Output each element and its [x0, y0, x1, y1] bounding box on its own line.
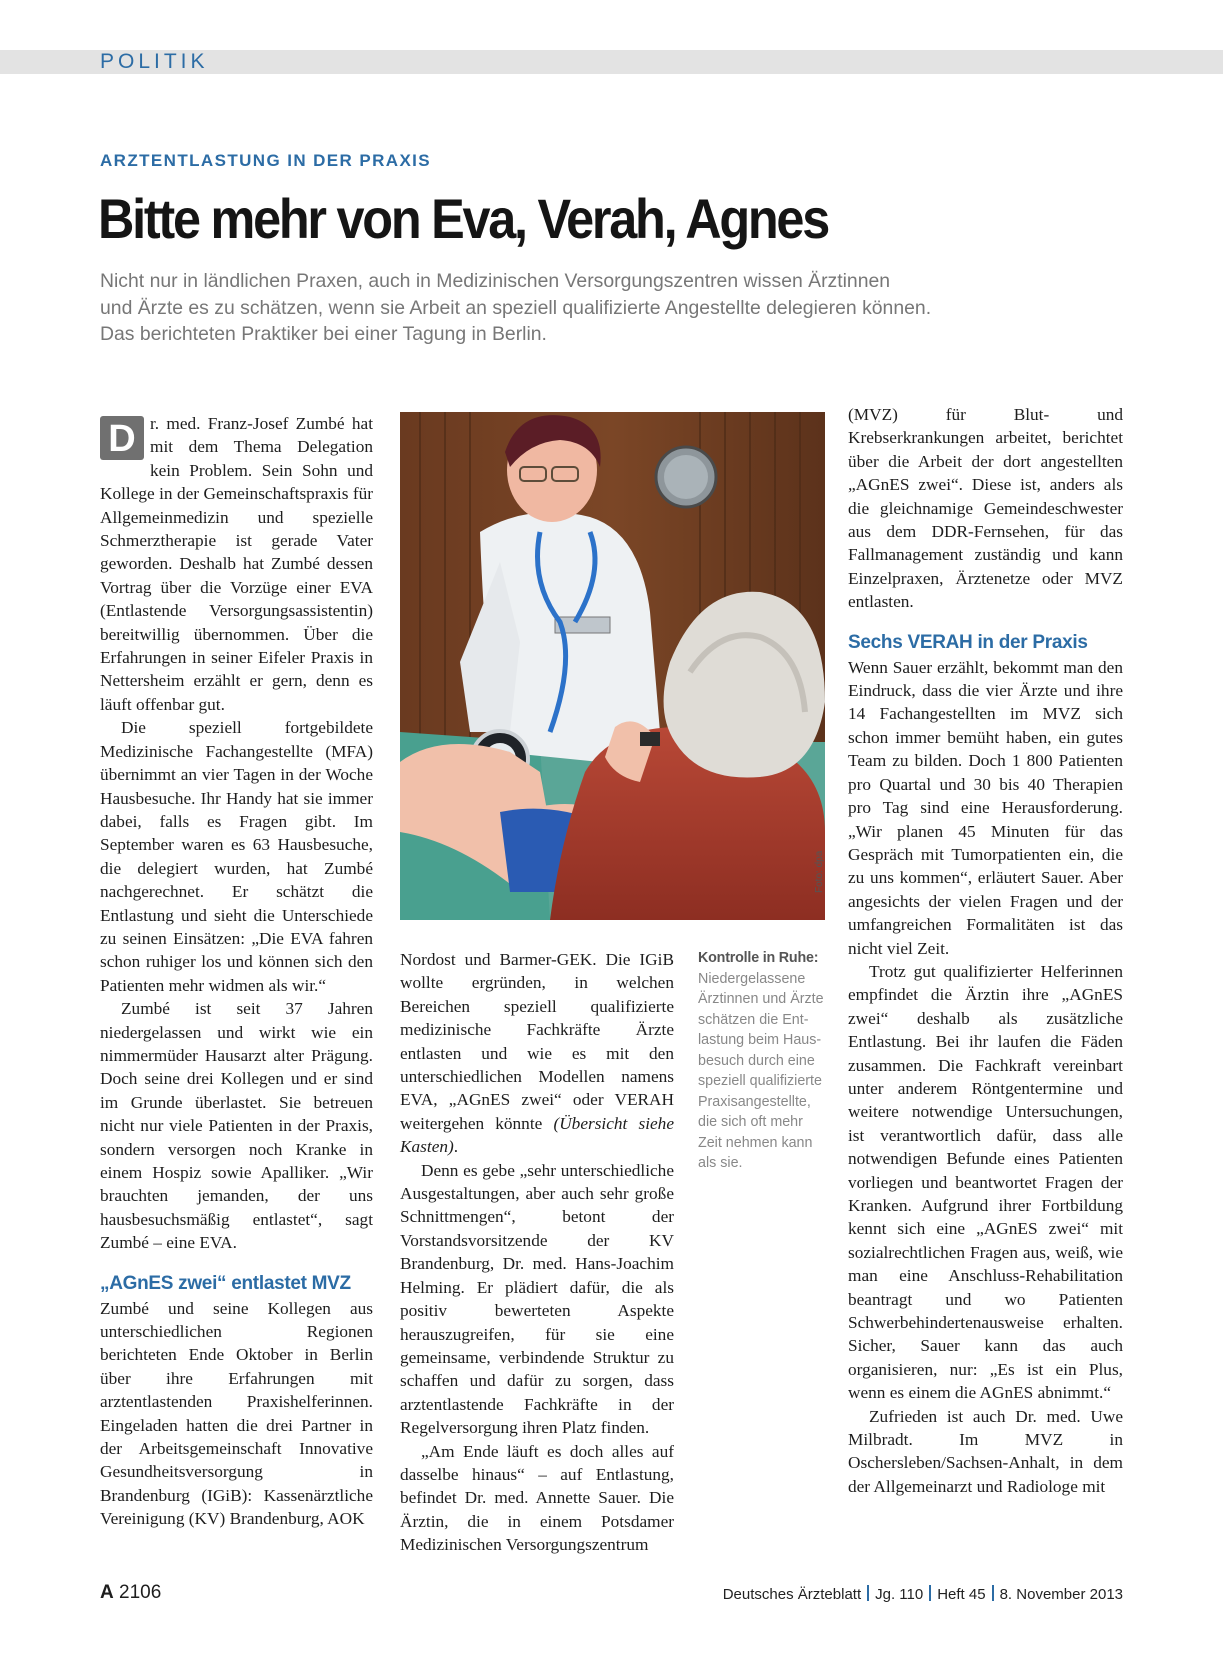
article-column-3: [848, 403, 1123, 1498]
photo-caption: [698, 948, 833, 1174]
lead-line: Das berichteten Praktiker bei einer Tagung in Berlin.: [100, 323, 547, 345]
paragraph: [400, 948, 674, 1159]
paragraph-text: .: [453, 1137, 459, 1157]
article-lead: [100, 268, 1130, 348]
caption-line: Niedergelassene: [698, 970, 806, 987]
caption-line: besuch durch eine: [698, 1052, 815, 1069]
separator: [992, 1585, 994, 1601]
page-prefix: A: [100, 1582, 114, 1603]
lead-line: und Ärzte es zu schätzen, wenn sie Arbeit an speziell qualifizierte Angestellte delegieren können.: [100, 296, 932, 319]
caption-line: als sie.: [698, 1155, 743, 1171]
caption-line: speziell qualifizierte: [698, 1073, 822, 1089]
article-headline: Bitte mehr von Eva, Verah, Agnes: [98, 187, 828, 250]
paragraph: Zumbé ist seit 37 Jahren niedergelassen und wirkt wie ein nimmermüder Hausarzt alter Prägung. Doch seine drei Kollegen und er sind im Grunde überlastet. Sie betreuen nicht nur viele Patienten in der Praxis, sondern versorgen noch Kranke in einem Hospiz sowie Apalliker. „Wir brauchten jemanden, der uns hausbesuchsmäßig entlastet“, sagt Zumbé – eine EVA.: [100, 999, 373, 1253]
photo-credit: Foto: dpa: [814, 850, 825, 893]
paragraph: „Am Ende läuft es doch alles auf dasselbe hinaus“ – auf Entlastung, befindet Dr. med. Annette Sauer. Die Ärztin, die in einem Potsdamer Medizinischen Versorgungszentrum: [400, 1441, 674, 1555]
paragraph: Denn es gebe „sehr unterschiedliche Ausgestaltungen, aber auch sehr große Schnittmengen“, betont der Vorstandsvorsitzende der KV Brandenburg, Dr. med. Hans-Joachim Helming. Er plädiert dafür, die als positiv bewerteten Aspekte herauszugreifen, für sie eine gemeinsame, verbindende Struktur zu schaffen und dafür zu sorgen, dass arztentlastende Fachkräfte in der Regelversorgung ihren Platz finden.: [400, 1160, 674, 1438]
article-column-2: [400, 948, 674, 1557]
separator: [929, 1585, 931, 1601]
nurse-measuring-blood-pressure-photo: [400, 412, 825, 920]
paragraph-text: Nordost und Barmer-GEK. Die IGiB wollte ergründen, in welchen Bereichen speziell qualifizierte medizinische Fachkräfte Ärzte entlasten und wie es mit den unterschiedlichen Modellen namens EVA, „AGnES zwei“ oder VERAH weitergehen könnte: [400, 950, 674, 1133]
box-reference: (Übersicht siehe Kasten): [400, 1113, 674, 1157]
paragraph: Die speziell fortgebildete Medizinische Fachangestellte (MFA) übernimmt an vier Tagen in der Woche Hausbesuche. Ihr Handy hat sie immer dabei, falls es Fragen gibt. Im September waren es 63 Hausbesuche, die delegiert wurden, hat Zumbé nachgerechnet. Er schätzt die Entlastung und sieht die Unterschiede zu seinen Einsätzen: „Die EVA fahren schon ruhiger los und können sich den Patienten mehr widmen als wir.“: [100, 718, 373, 995]
page-number-value: 2106: [119, 1582, 162, 1603]
caption-line: die sich oft mehr: [698, 1114, 803, 1130]
paragraph: Zufrieden ist auch Dr. med. Uwe Milbradt. Im MVZ in Oschersleben/Sachsen-Anhalt, in dem der Allgemeinarzt und Radiologe mit: [848, 1406, 1123, 1496]
caption-line: Praxisangestellte,: [698, 1093, 811, 1110]
publication-info: [723, 1585, 1123, 1603]
issue-date: 8. November 2013: [999, 1586, 1123, 1603]
caption-line: lastung beim Haus-: [698, 1032, 822, 1048]
volume: Jg. 110: [875, 1586, 924, 1603]
paragraph: Zumbé und seine Kollegen aus unterschiedlichen Regionen berichteten Ende Oktober in Berlin über ihre Erfahrungen mit arztentlastenden Praxishelferinnen. Eingeladen hatten die drei Partner in der Arbeitsgemeinschaft Innovative Gesundheitsversorgung in Brandenburg (IGiB): Kassenärztliche Vereinigung (KV) Brandenburg, AOK: [100, 1298, 373, 1529]
subheading: „AGnES zwei“ entlastet MVZ: [100, 1272, 351, 1294]
section-label: POLITIK: [100, 50, 209, 73]
paragraph: [100, 412, 373, 716]
caption-line: Ärztinnen und Ärzte: [698, 991, 824, 1007]
article-photo: [400, 412, 825, 920]
caption-title: Kontrolle in Ruhe:: [698, 950, 819, 966]
separator: [867, 1585, 869, 1601]
caption-line: Zeit nehmen kann: [698, 1134, 813, 1151]
lead-line: Nicht nur in ländlichen Praxen, auch in Medizinischen Versorgungszentren wissen Ärztinnen: [100, 270, 891, 292]
paragraph: Trotz gut qualifizierter Helferinnen empfindet die Ärztin ihre „AGnES zwei“ deshalb als zusätzliche Entlastung. Bei ihr laufen die Fäden zusammen. Die Fachkraft vereinbart unter anderem Röntgentermine und weitere notwendige Untersuchungen, ist verantwortlich dafür, dass alle notwendigen Befunde eines Patienten vorliegen und beantwortet Fragen der Kranken. Aufgrund ihrer Fortbildung kennt sich eine „AGnES zwei“ mit sozialrechtlichen Fragen aus, weiß, wie man eine Anschluss-Rehabilitation beantragt und wo Patienten Schwerbehindertenausweise erhalten. Sicher, Sauer kann das auch organisieren, nur: „Es ist ein Plus, wenn es einem die AGnES abnimmt.“: [848, 961, 1123, 1403]
journal-name: Deutsches Ärzteblatt: [722, 1586, 862, 1603]
issue: Heft 45: [937, 1586, 986, 1603]
article-column-1: [100, 412, 373, 1531]
caption-line: schätzen die Ent-: [698, 1011, 809, 1028]
paragraph: (MVZ) für Blut- und Krebserkrankungen arbeitet, berichtet über die Arbeit der dort angestellten „AGnES zwei“. Diese ist, anders als die gleichnamige Gemeindeschwester aus dem DDR-Fernsehen, für das Fallmanagement zuständig und kann Einzelpraxen, Ärztenetze oder MVZ entlasten.: [848, 405, 1123, 612]
page-number: [100, 1582, 161, 1604]
paragraph: Wenn Sauer erzählt, bekommt man den Eindruck, dass die vier Ärzte und ihre 14 Fachangestellten im MVZ sich schon immer bemüht haben, ein gutes Team zu bilden. Doch 1 800 Patienten pro Quartal und 30 bis 40 Therapien pro Tag sind eine Herausforderung. „Wir planen 45 Minuten für das Gespräch mit Tumorpatienten ein, die zu uns kommen“, erläutert Sauer. Aber angesichts der vielen Fragen und der umfangreichen Formalitäten ist das nicht viel Zeit.: [848, 657, 1123, 958]
subheading: Sechs VERAH in der Praxis: [848, 631, 1088, 653]
article-kicker: ARZTENTLASTUNG IN DER PRAXIS: [100, 151, 432, 170]
paragraph-text: r. med. Franz-Josef Zumbé hat mit dem Thema Delegation kein Problem. Sein Sohn und Kollege in der Gemeinschaftspraxis für Allgemeinmedizin und spezielle Schmerztherapie ist gerade Vater geworden. Deshalb hat Zumbé dessen Vortrag über die Vorzüge einer EVA (Entlastende Versorgungsassistentin) bereitwillig übernommen. Über die Erfahrungen in seiner Eifeler Praxis in Nettersheim erzählt er gern, denn es läuft offenbar gut.: [100, 414, 373, 714]
drop-cap: D: [100, 416, 144, 460]
